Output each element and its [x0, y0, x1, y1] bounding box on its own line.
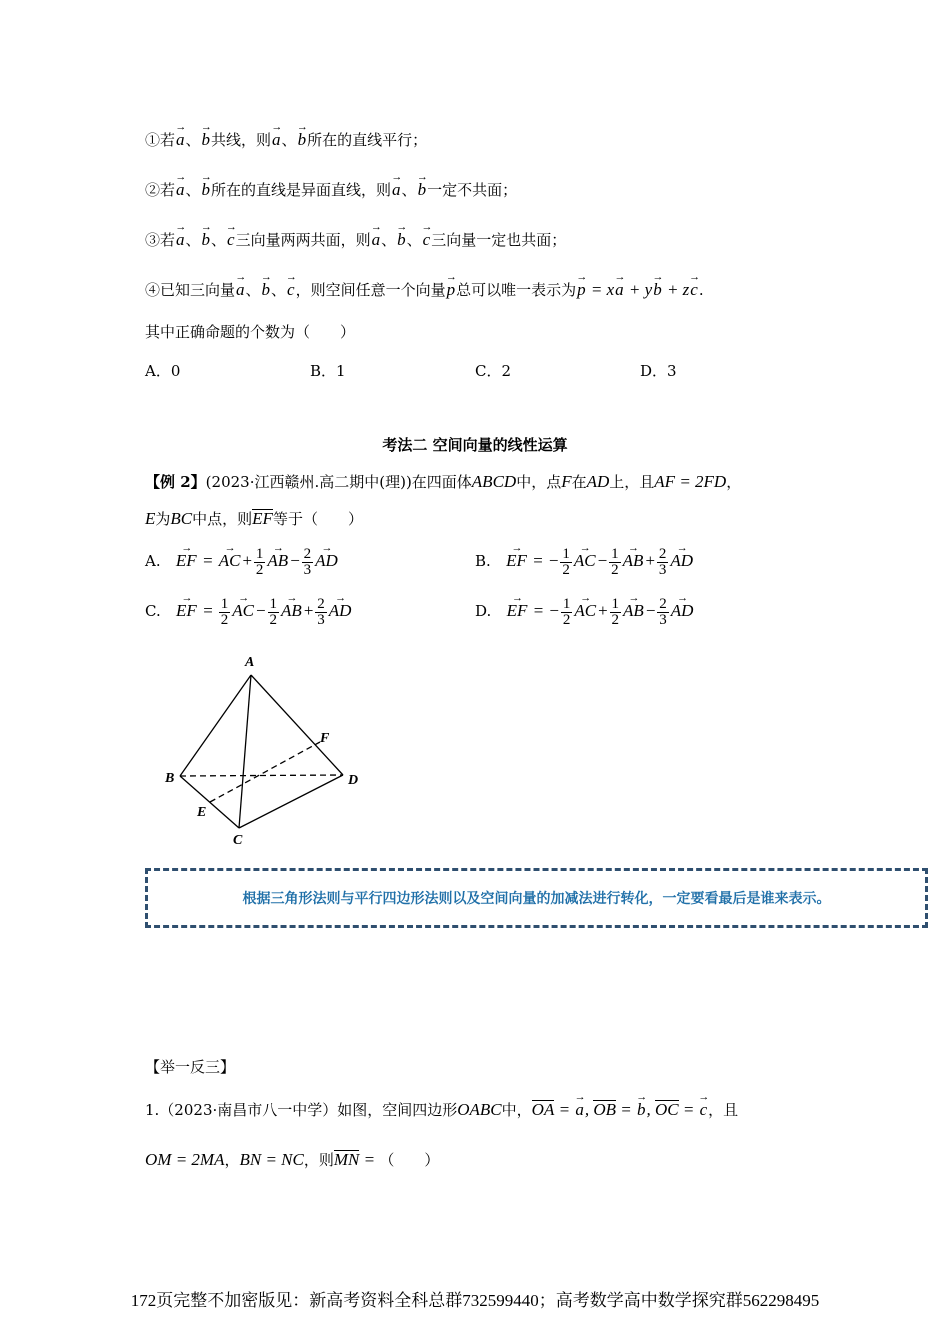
vec-a: → a — [574, 1098, 585, 1122]
separator: 、 — [185, 131, 201, 149]
practice-line-2: OM = 2MA，BN = NC，则MN = （ ） — [145, 1150, 440, 1169]
practice-text: ，则 — [303, 1151, 334, 1169]
example-text: 为 — [155, 510, 171, 528]
statement-1-mid: 共线，则 — [211, 131, 272, 149]
practice-text: 1.（2023·南昌市八一中学）如图，空间四边形 — [145, 1101, 458, 1119]
ex2-option-a[interactable]: A. → EF = → AC+ $\frac{1}{2}$ → AB− $\frac{2}{3}$ → AD — [145, 546, 339, 578]
vec-a: → a — [614, 278, 625, 302]
vec-a: → a — [175, 128, 186, 152]
statement-2 — [145, 178, 517, 202]
math-ef-vector: EF — [252, 509, 273, 528]
edge-ad — [251, 675, 343, 775]
vec-c: → c — [286, 278, 296, 302]
separator: 、 — [271, 281, 287, 299]
statement-3 — [145, 228, 566, 252]
vec-b: → b — [201, 128, 212, 152]
example-2-line-1 — [145, 470, 741, 494]
section-title: 考法二 空间向量的线性运算 — [382, 436, 568, 454]
question-prompt: 其中正确命题的个数为（ ） — [145, 323, 356, 341]
math-oc: OC — [654, 1100, 679, 1119]
tip-text: 根据三角形法则与平行四边形法则以及空间向量的加减法进行转化，一定要看最后是谁来表示。 — [242, 891, 831, 907]
ex2-option-c[interactable]: C. → EF = $\frac{1}{2}$ → AC− $\frac{1}{2}$ → AB+ $\frac{2}{3}$ → AD — [145, 596, 352, 628]
vec-b: → b — [297, 128, 308, 152]
label-a: A — [245, 655, 255, 670]
statement-4-mid: ，则空间任意一个向量 — [295, 281, 446, 299]
option-a[interactable]: A．0 — [145, 362, 181, 380]
ex2-option-b[interactable]: B. → EF = − $\frac{1}{2}$ → AC− $\frac{1}{2}$ → AB+ $\frac{2}{3}$ → AD — [475, 546, 694, 578]
statement-2-prefix: ②若 — [145, 181, 176, 199]
vec-b: → b — [261, 278, 272, 302]
label-f: F — [320, 731, 330, 746]
vec-c: → c — [226, 228, 236, 252]
option-label: C. — [145, 602, 161, 620]
math-oa: OA — [531, 1100, 555, 1119]
vec-b: → b — [201, 178, 212, 202]
label-c: C — [233, 833, 243, 848]
vec-c: → c — [422, 228, 432, 252]
separator: 、 — [281, 131, 297, 149]
practice-text: ，且 — [708, 1101, 739, 1119]
example-tag: 【例 2】 — [145, 473, 206, 491]
vec-a: → a — [391, 178, 402, 202]
formula-period: . — [698, 281, 704, 299]
example-text: 中点，则 — [192, 510, 253, 528]
vec-a: → a — [175, 178, 186, 202]
math-ob: OB — [593, 1100, 616, 1119]
math-bc: BC — [170, 509, 193, 528]
example-text: 上，且 — [609, 473, 655, 491]
vec-a: → a — [371, 228, 382, 252]
option-b[interactable]: B．1 — [310, 362, 346, 380]
statement-2-mid: 所在的直线是异面直线，则 — [211, 181, 392, 199]
practice-text: （ ） — [379, 1151, 440, 1169]
vec-b: → b — [396, 228, 407, 252]
statement-1-prefix: ①若 — [145, 131, 176, 149]
statement-4 — [145, 278, 704, 302]
ex2-option-d[interactable]: D. → EF = − $\frac{1}{2}$ → AC+ $\frac{1}{2}$ → AB− $\frac{2}{3}$ → AD — [475, 596, 694, 628]
option-c[interactable]: C．2 — [475, 362, 512, 380]
vec-b: → b — [636, 1098, 647, 1122]
edge-bc — [180, 776, 239, 828]
practice-text: 中， — [501, 1101, 532, 1119]
practice-tag: 【举一反三】 — [145, 1058, 236, 1076]
comma: ， — [224, 1151, 240, 1169]
statement-1 — [145, 128, 427, 152]
statement-1-suffix: 所在的直线平行； — [307, 131, 428, 149]
edge-bd-hidden — [180, 775, 343, 776]
separator: 、 — [211, 231, 227, 249]
edge-cd — [239, 775, 343, 828]
separator: 、 — [185, 181, 201, 199]
practice-line-1: 1.（2023·南昌市八一中学）如图，空间四边形OABC中，OA = → a, OB = → b, OC = → c，且 — [145, 1098, 738, 1122]
label-b: B — [165, 771, 175, 786]
tip-box — [145, 868, 928, 928]
statement-3-mid: 三向量两两共面，则 — [235, 231, 371, 249]
option-d[interactable]: D．3 — [640, 362, 677, 380]
statement-4-suffix: 总可以唯一表示为 — [456, 281, 577, 299]
math-mn: MN — [333, 1150, 360, 1169]
tetrahedron-figure — [155, 650, 375, 850]
vec-p: → p — [446, 278, 457, 302]
example-2-line-2 — [145, 507, 363, 531]
edge-ac — [239, 675, 251, 828]
footer-note: 172页完整不加密版见：新高考资料全科总群732599440；高考数学高中数学探究群562298495 — [130, 1291, 820, 1310]
vec-a: → a — [271, 128, 282, 152]
segment-ef — [210, 742, 320, 802]
example-source: (2023·江西赣州.高二期中(理))在四面体 — [205, 473, 472, 491]
statement-3-suffix: 三向量一定也共面； — [431, 231, 567, 249]
formula-plus-y: + y — [624, 280, 653, 299]
vec-b: → b — [417, 178, 428, 202]
math-oabc: OABC — [457, 1100, 502, 1119]
example-text: 中，点 — [516, 473, 562, 491]
math-ad: AD — [586, 472, 610, 491]
separator: 、 — [381, 231, 397, 249]
option-label: B. — [475, 552, 491, 570]
separator: 、 — [406, 231, 422, 249]
vec-c: → c — [699, 1098, 709, 1122]
separator: 、 — [401, 181, 417, 199]
math-om-eq: OM = 2MA — [145, 1150, 225, 1169]
vec-a: → a — [235, 278, 246, 302]
math-af-eq: AF = 2FD — [654, 472, 727, 491]
separator: 、 — [245, 281, 261, 299]
statement-2-suffix: 一定不共面； — [427, 181, 518, 199]
example-text: ， — [726, 473, 742, 491]
example-text: 在 — [571, 473, 587, 491]
formula-decomposition: = x — [586, 280, 615, 299]
statement-3-prefix: ③若 — [145, 231, 176, 249]
vec-b: → b — [652, 278, 663, 302]
vec-b: → b — [201, 228, 212, 252]
math-bn-eq: BN = NC — [239, 1150, 304, 1169]
example-text: 等于（ ） — [272, 510, 363, 528]
vec-p: → p — [576, 278, 587, 302]
vec-c: → c — [689, 278, 699, 302]
math-abcd: ABCD — [471, 472, 517, 491]
edge-ab — [180, 675, 251, 776]
formula-plus-z: + z — [662, 280, 690, 299]
option-label: D. — [475, 602, 492, 620]
statement-4-prefix: ④已知三向量 — [145, 281, 236, 299]
math-e: E — [145, 509, 156, 528]
vec-a: → a — [175, 228, 186, 252]
separator: 、 — [185, 231, 201, 249]
option-label: A. — [145, 552, 161, 570]
math-f: F — [561, 472, 572, 491]
label-d: D — [348, 773, 359, 788]
label-e: E — [197, 805, 207, 820]
